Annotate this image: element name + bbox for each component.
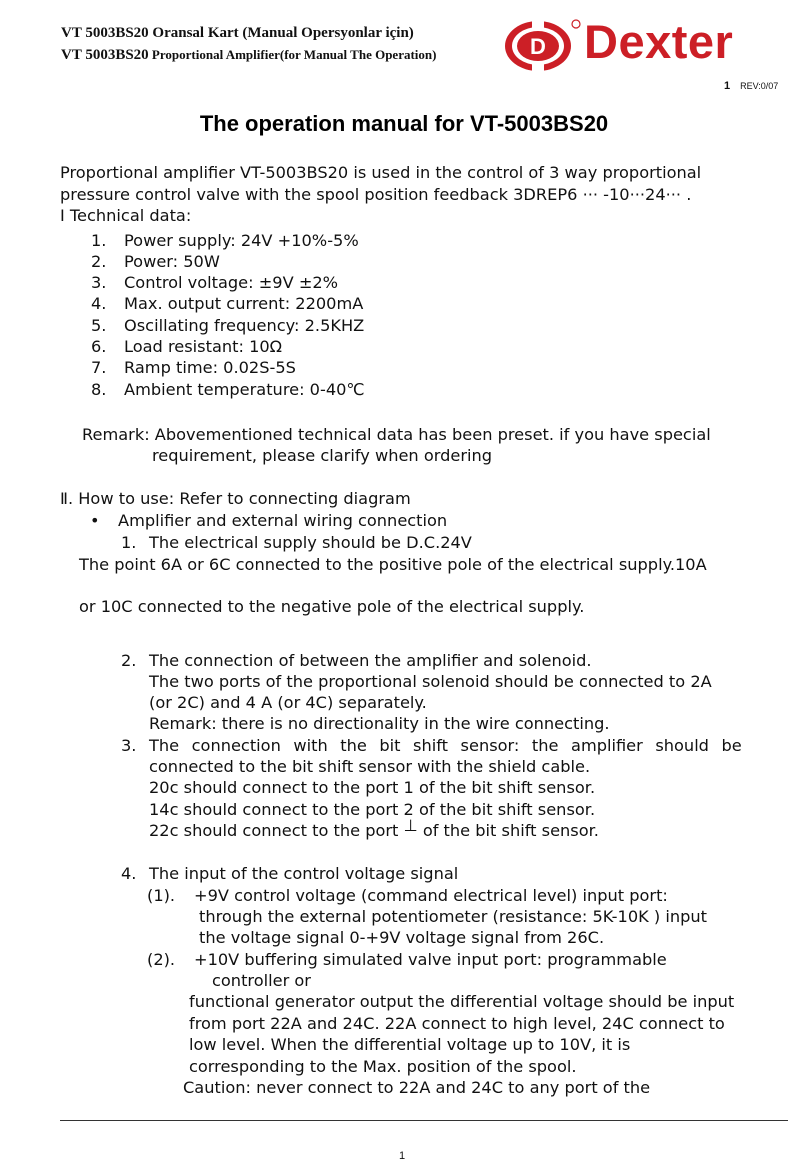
header-subtitle: Proportional Amplifier(for Manual The Operation) [148, 47, 437, 62]
step-1-text: The electrical supply should be D.C.24V [149, 533, 472, 552]
step-3-line-2: connected to the bit shift sensor with the shield cable. [149, 757, 591, 776]
step-3-line-5-b: of the bit shift sensor. [422, 821, 599, 840]
list-item: Ramp time: 0.02S-5S [124, 358, 296, 377]
remark-line-1: Remark: Abovementioned technical data has been preset. if you have special [82, 425, 711, 444]
section-technical-heading: Ⅰ Technical data: [60, 206, 192, 225]
revision-code: REV:0/07 [740, 81, 779, 91]
substep-2-line-5: low level. When the differential voltage up to 10V, it is [189, 1035, 631, 1054]
list-item: Control voltage: ±9V ±2% [124, 273, 339, 292]
step-4-text: The input of the control voltage signal [149, 864, 459, 883]
remark-line-2: requirement, please clarify when ordering [152, 446, 493, 465]
list-item: Ambient temperature: 0-40℃ [124, 380, 365, 399]
list-item-number: 8. [91, 380, 107, 399]
step-3-text: The connection with the bit shift sensor: the amplifier should be [149, 736, 742, 755]
revision [724, 80, 778, 92]
substep-1-line-2: through the external potentiometer (resistance: 5K-10K ) input [199, 907, 707, 926]
list-item: Power supply: 24V +10%-5% [124, 231, 359, 250]
step-2-line-2: The two ports of the proportional solenoid should be connected to 2A [149, 672, 712, 691]
list-item-number: 7. [91, 358, 107, 377]
header-title-en [61, 47, 436, 64]
step-3-line-5 [149, 816, 599, 841]
page-title: The operation manual for VT-5003BS20 [199, 111, 609, 136]
brand-name: Dexter [584, 15, 734, 68]
step-2-line-3: (or 2C) and 4 A (or 4C) separately. [149, 693, 427, 712]
substep-2-line-2: controller or [212, 971, 311, 990]
list-item-number: 4. [91, 294, 107, 313]
step-2-text: The connection of between the amplifier and solenoid. [149, 651, 592, 670]
step-2-line-4: Remark: there is no directionality in the wire connecting. [149, 714, 610, 733]
step-number: 4. [121, 864, 137, 883]
step-3-line-4: 14c should connect to the port 2 of the bit shift sensor. [149, 800, 596, 819]
step-number: 3. [121, 736, 137, 755]
header-title-tr: VT 5003BS20 Oransal Kart (Manual Opersyonlar için) [61, 25, 414, 41]
step-number: 2. [121, 651, 137, 670]
list-item: Oscillating frequency: 2.5KHZ [124, 316, 365, 335]
header-model: VT 5003BS20 [61, 47, 149, 63]
substep-1-line-3: the voltage signal 0-+9V voltage signal from 26C. [199, 928, 605, 947]
substep-2-line-3: functional generator output the differential voltage should be input [189, 992, 735, 1011]
supply-line-1: The point 6A or 6C connected to the positive pole of the electrical supply.10A [79, 555, 707, 574]
list-item: Max. output current: 2200mA [124, 294, 364, 313]
substep-2-line-1: +10V buffering simulated valve input port: programmable [194, 950, 667, 969]
supply-line-2: or 10C connected to the negative pole of the electrical supply. [79, 597, 585, 616]
bullet-item: Amplifier and external wiring connection [118, 511, 448, 530]
substep-number: (2). [147, 950, 176, 969]
list-item-number: 6. [91, 337, 107, 356]
substep-1-line-1: +9V control voltage (command electrical level) input port: [194, 886, 668, 905]
caution-line: Caution: never connect to 22A and 24C to any port of the [183, 1078, 651, 1097]
list-item-number: 1. [91, 231, 107, 250]
intro-line-2: pressure control valve with the spool position feedback 3DREP6 ··· -10···24··· . [60, 185, 692, 204]
page-number: 1 [399, 1150, 406, 1162]
list-item: Power: 50W [124, 252, 220, 271]
ground-symbol-icon: ⊥ [403, 816, 418, 835]
list-item-number: 5. [91, 316, 107, 335]
list-item-number: 3. [91, 273, 107, 292]
list-item-number: 2. [91, 252, 107, 271]
logo-letter: D [530, 34, 546, 59]
step-3-line-3: 20c should connect to the port 1 of the bit shift sensor. [149, 778, 596, 797]
step-3-line-5-a: 22c should connect to the port [149, 821, 399, 840]
substep-number: (1). [147, 886, 176, 905]
substep-2-line-6: corresponding to the Max. position of the spool. [189, 1057, 577, 1076]
bullet-icon: • [90, 511, 100, 530]
step-number: 1. [121, 533, 137, 552]
footer-divider [60, 1120, 788, 1121]
list-item: Load resistant: 10Ω [124, 337, 283, 356]
substep-2-line-4: from port 22A and 24C. 22A connect to high level, 24C connect to [189, 1014, 725, 1033]
section-usage-heading: Ⅱ. How to use: Refer to connecting diagram [60, 489, 411, 508]
header-page-number: 1 [724, 80, 731, 92]
intro-line-1: Proportional amplifier VT-5003BS20 is used in the control of 3 way proportional [60, 163, 702, 182]
